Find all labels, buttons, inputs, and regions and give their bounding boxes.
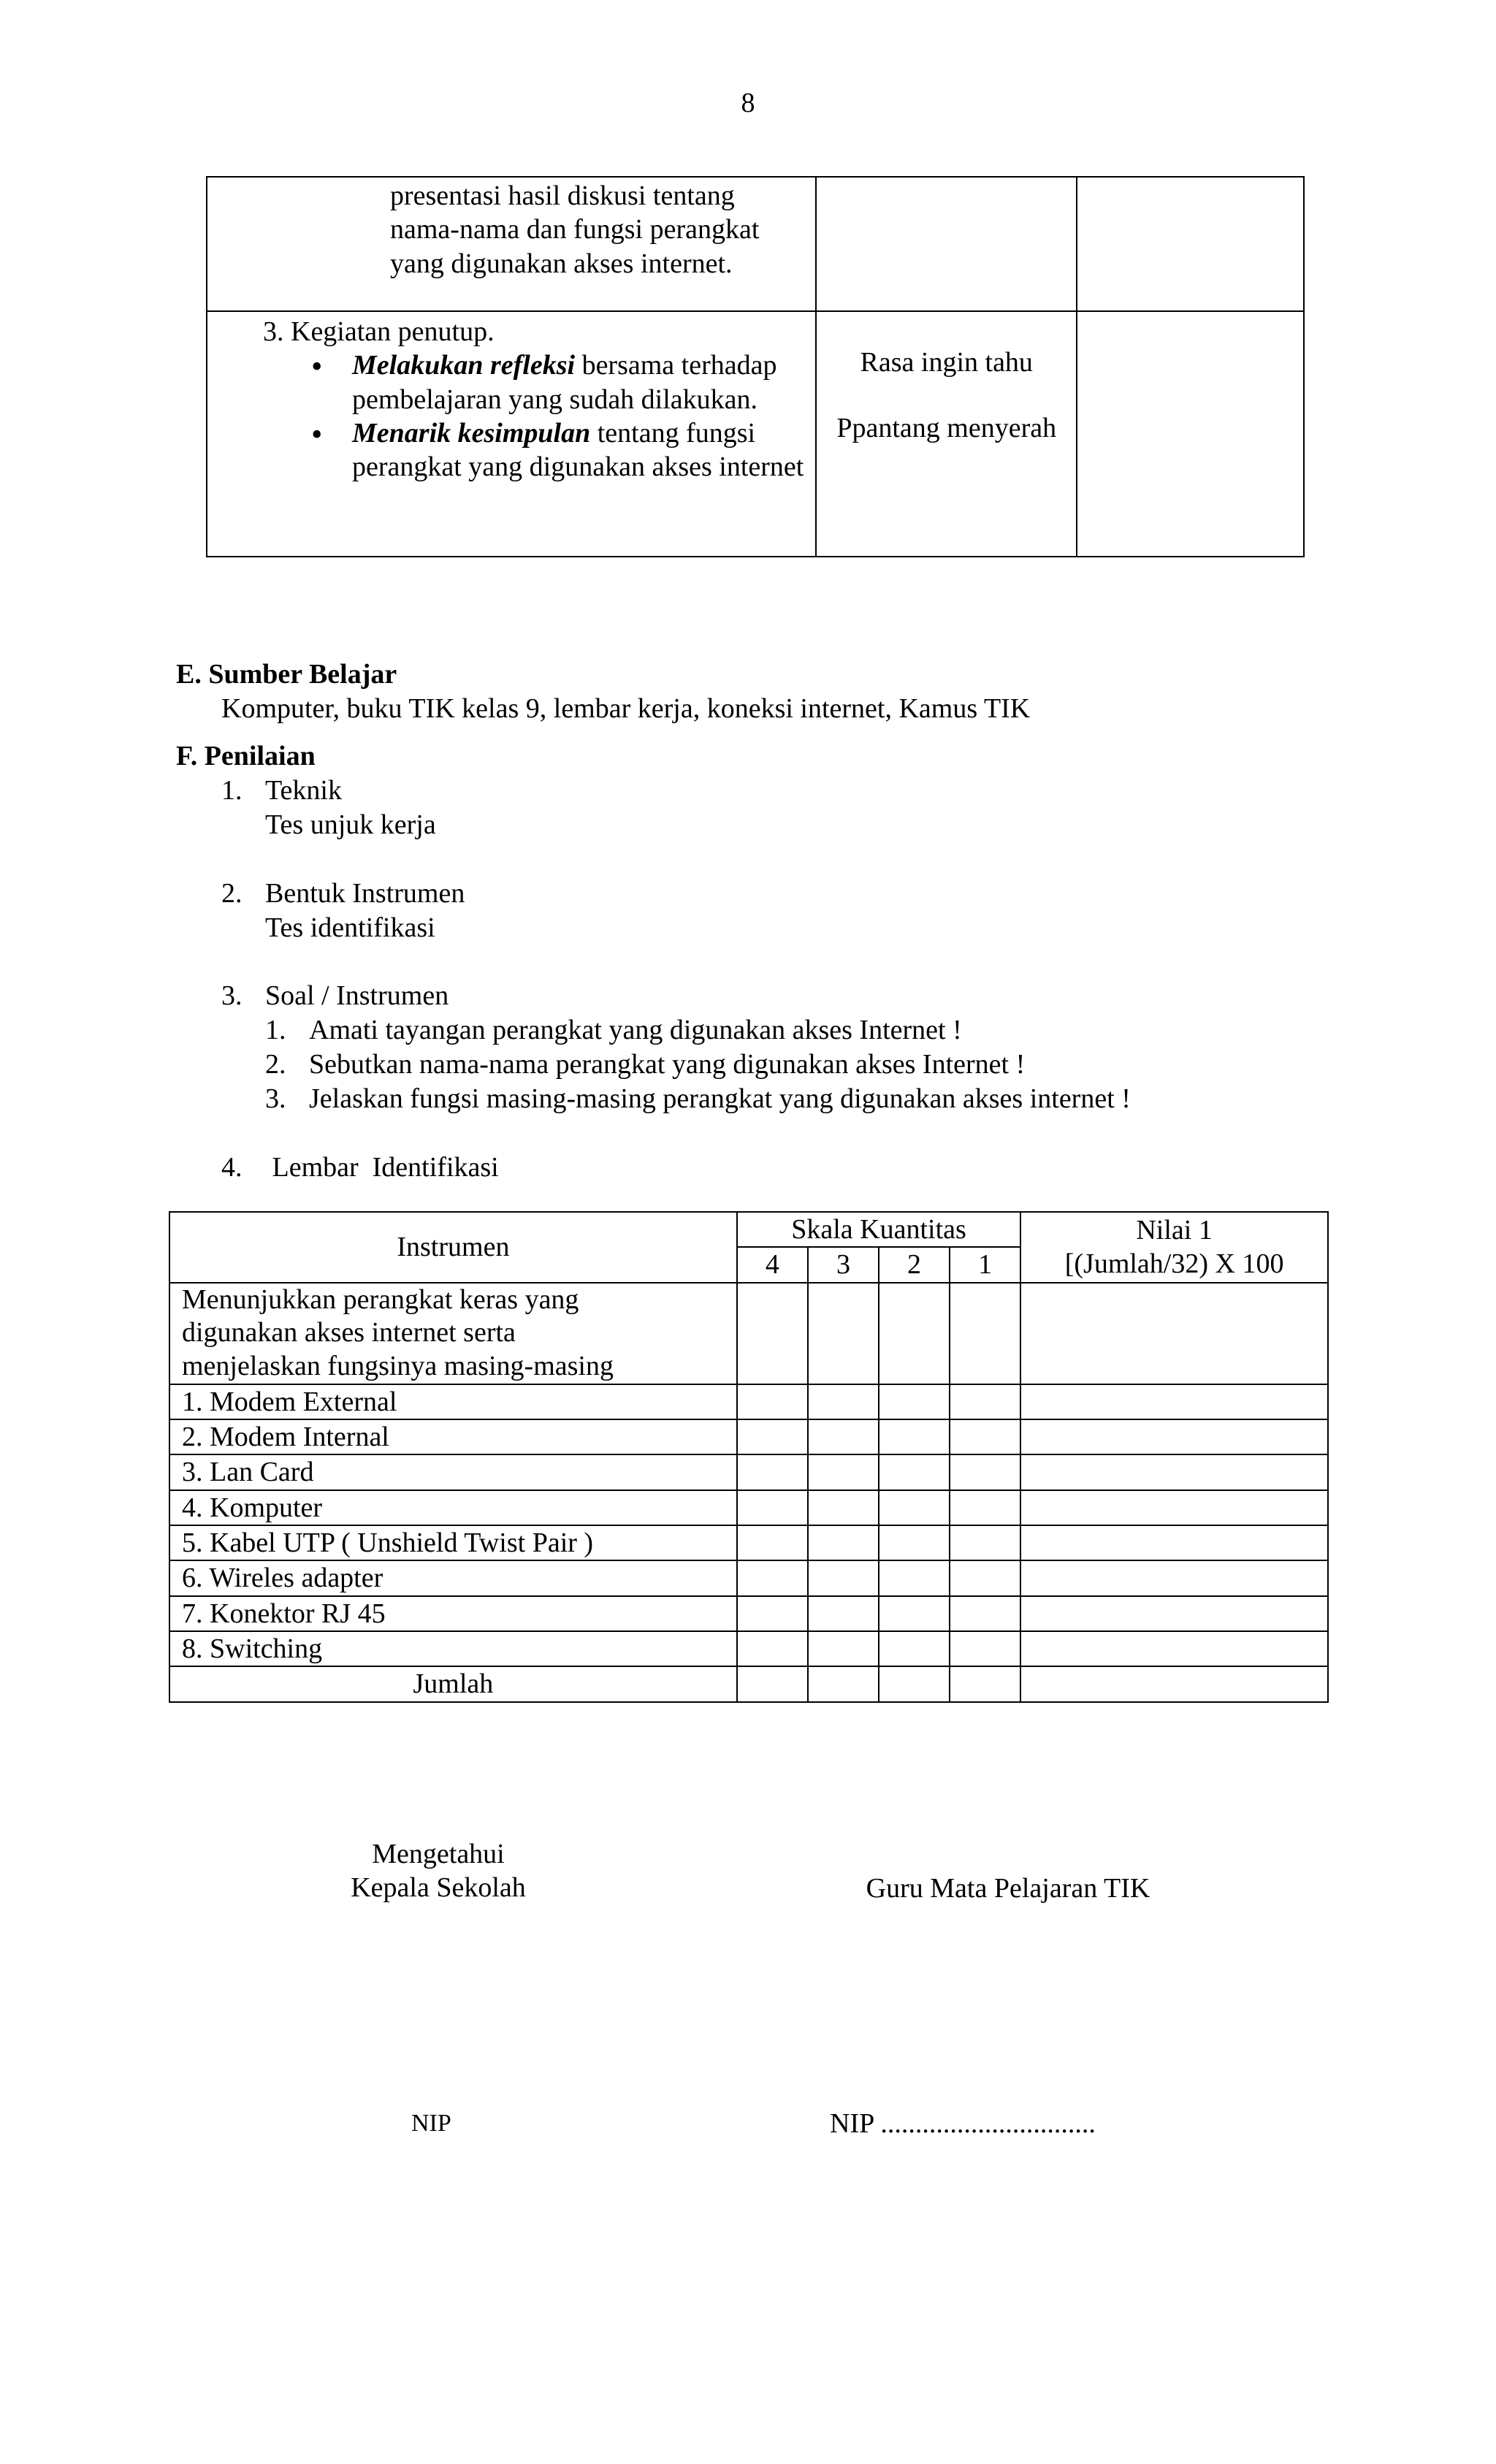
score-cell — [737, 1666, 808, 1701]
header-instrumen: Instrumen — [169, 1212, 737, 1283]
value-text: Rasa ingin tahu — [860, 347, 1033, 378]
signature-title: Kepala Sekolah — [351, 1872, 526, 1904]
score-cell — [737, 1596, 808, 1631]
device-label: 5. Kabel UTP ( Unshield Twist Pair ) — [169, 1525, 737, 1560]
values-cell — [816, 177, 1077, 311]
text-line: menjelaskan fungsinya masing-masing — [182, 1350, 614, 1381]
score-cell — [950, 1454, 1020, 1490]
score-header: 2 — [879, 1247, 950, 1282]
question-text: Sebutkan nama-nama perangkat yang digunakan akses Internet ! — [309, 1049, 1026, 1080]
time-cell — [1077, 311, 1304, 557]
question-item — [265, 1082, 1131, 1115]
score-cell — [879, 1525, 950, 1560]
item-detail: Tes unjuk kerja — [265, 809, 436, 840]
table-total-row — [169, 1666, 1328, 1701]
item-number: 2. — [221, 878, 243, 909]
table-row — [169, 1419, 1328, 1454]
text-line: yang digunakan akses internet. — [390, 248, 733, 279]
score-cell — [950, 1596, 1020, 1631]
question-number: 3. — [265, 1083, 286, 1114]
nip-right: NIP ............................... — [830, 2108, 1096, 2139]
score-cell — [737, 1419, 808, 1454]
device-label: 1. Modem External — [169, 1384, 737, 1419]
device-label: 6. Wireles adapter — [169, 1560, 737, 1595]
table-row — [169, 1490, 1328, 1525]
score-cell — [808, 1419, 879, 1454]
assessment-item — [221, 877, 465, 910]
presentation-text — [207, 178, 815, 281]
score-cell — [808, 1490, 879, 1525]
score-cell — [879, 1384, 950, 1419]
bullet-bold: Menarik kesimpulan — [352, 418, 591, 449]
text-line: presentasi hasil diskusi tentang — [390, 180, 735, 211]
nilai-cell — [1020, 1560, 1328, 1595]
question-text: Jelaskan fungsi masing-masing perangkat yang digunakan akses internet ! — [309, 1083, 1131, 1114]
section-e-text: Komputer, buku TIK kelas 9, lembar kerja, koneksi internet, Kamus TIK — [221, 693, 1031, 724]
table-row — [169, 1384, 1328, 1419]
score-cell — [808, 1631, 879, 1666]
page-number: 8 — [741, 88, 755, 118]
score-cell — [808, 1560, 879, 1595]
activity-cell — [207, 177, 816, 311]
assessment-item — [221, 774, 342, 807]
text-line: digunakan akses internet serta — [182, 1317, 516, 1349]
score-cell — [879, 1490, 950, 1525]
values-cell — [816, 311, 1077, 557]
section-f-heading: F. Penilaian — [176, 741, 316, 771]
nilai-cell — [1020, 1454, 1328, 1490]
score-cell — [808, 1384, 879, 1419]
score-cell — [879, 1419, 950, 1454]
activity-table — [206, 176, 1305, 557]
device-label: 2. Modem Internal — [169, 1419, 737, 1454]
device-label: 4. Komputer — [169, 1490, 737, 1525]
score-cell — [808, 1596, 879, 1631]
item-title: Lembar Identifikasi — [265, 1152, 499, 1183]
score-header: 3 — [808, 1247, 879, 1282]
text-line: Menunjukkan perangkat keras yang — [182, 1284, 579, 1315]
header-nilai — [1020, 1212, 1328, 1283]
score-cell — [737, 1283, 808, 1384]
bullet-text: tentang fungsi perangkat yang digunakan akses internet — [352, 418, 804, 483]
table-row — [169, 1631, 1328, 1666]
table-row — [169, 1283, 1328, 1384]
score-cell — [879, 1560, 950, 1595]
score-cell — [950, 1419, 1020, 1454]
signature-right-title: Guru Mata Pelajaran TIK — [866, 1873, 1150, 1904]
item-detail: Tes identifikasi — [265, 912, 435, 943]
closing-heading: 3. Kegiatan penutup. — [263, 316, 495, 347]
closing-activity — [207, 312, 815, 484]
nilai-cell — [1020, 1283, 1328, 1384]
score-cell — [808, 1454, 879, 1490]
table-row — [169, 1525, 1328, 1560]
signature-left — [292, 1837, 584, 1905]
question-number: 2. — [265, 1049, 286, 1080]
header-nilai-line: [(Jumlah/32) X 100 — [1064, 1248, 1284, 1280]
bullet-item — [307, 348, 815, 416]
signature-line: Mengetahui — [372, 1839, 505, 1869]
item-title: Bentuk Instrumen — [265, 878, 465, 909]
nilai-cell — [1020, 1490, 1328, 1525]
nip-left: NIP — [411, 2110, 451, 2137]
nilai-cell — [1020, 1666, 1328, 1701]
score-cell — [737, 1454, 808, 1490]
device-label: 3. Lan Card — [169, 1454, 737, 1490]
assessment-item — [221, 1151, 499, 1184]
score-cell — [737, 1560, 808, 1595]
question-text: Amati tayangan perangkat yang digunakan akses Internet ! — [309, 1015, 962, 1045]
question-item — [265, 1048, 1025, 1081]
section-e-heading: E. Sumber Belajar — [176, 659, 397, 690]
table-row — [169, 1454, 1328, 1490]
item-number: 4. — [221, 1152, 243, 1183]
header-nilai-line: Nilai 1 — [1136, 1215, 1213, 1246]
nilai-cell — [1020, 1596, 1328, 1631]
table-row — [207, 177, 1304, 311]
identification-table — [169, 1211, 1329, 1703]
score-cell — [879, 1283, 950, 1384]
nilai-cell — [1020, 1419, 1328, 1454]
item-number: 1. — [221, 775, 243, 806]
score-cell — [879, 1596, 950, 1631]
intro-cell — [169, 1283, 737, 1384]
score-cell — [950, 1384, 1020, 1419]
score-cell — [879, 1454, 950, 1490]
device-label: 7. Konektor RJ 45 — [169, 1596, 737, 1631]
table-row — [207, 311, 1304, 557]
item-title: Teknik — [265, 775, 342, 806]
nilai-cell — [1020, 1525, 1328, 1560]
score-cell — [950, 1283, 1020, 1384]
bullet-item — [307, 416, 815, 484]
score-cell — [808, 1525, 879, 1560]
bullet-text: bersama terhadap pembelajaran yang sudah dilakukan. — [352, 350, 777, 415]
score-header: 4 — [737, 1247, 808, 1282]
bullet-bold: Melakukan refleksi — [352, 350, 576, 381]
table-header-row — [169, 1212, 1328, 1247]
score-cell — [737, 1490, 808, 1525]
score-cell — [808, 1283, 879, 1384]
table-row — [169, 1596, 1328, 1631]
header-skala: Skala Kuantitas — [737, 1212, 1020, 1247]
text-line: nama-nama dan fungsi perangkat — [390, 214, 760, 245]
score-cell — [737, 1631, 808, 1666]
score-cell — [737, 1525, 808, 1560]
item-number: 3. — [221, 980, 243, 1011]
score-cell — [808, 1666, 879, 1701]
score-cell — [737, 1384, 808, 1419]
score-cell — [950, 1666, 1020, 1701]
question-item — [265, 1013, 962, 1047]
item-title: Soal / Instrumen — [265, 980, 449, 1011]
table-row — [169, 1560, 1328, 1595]
activity-cell — [207, 311, 816, 557]
score-cell — [950, 1490, 1020, 1525]
time-cell — [1077, 177, 1304, 311]
nilai-cell — [1020, 1384, 1328, 1419]
value-text: Ppantang menyerah — [836, 413, 1057, 444]
score-cell — [879, 1666, 950, 1701]
score-cell — [950, 1560, 1020, 1595]
score-header: 1 — [950, 1247, 1020, 1282]
score-cell — [950, 1631, 1020, 1666]
score-cell — [879, 1631, 950, 1666]
device-label: 8. Switching — [169, 1631, 737, 1666]
score-cell — [950, 1525, 1020, 1560]
assessment-item — [221, 979, 449, 1012]
total-label: Jumlah — [169, 1666, 737, 1701]
nilai-cell — [1020, 1631, 1328, 1666]
question-number: 1. — [265, 1015, 286, 1045]
